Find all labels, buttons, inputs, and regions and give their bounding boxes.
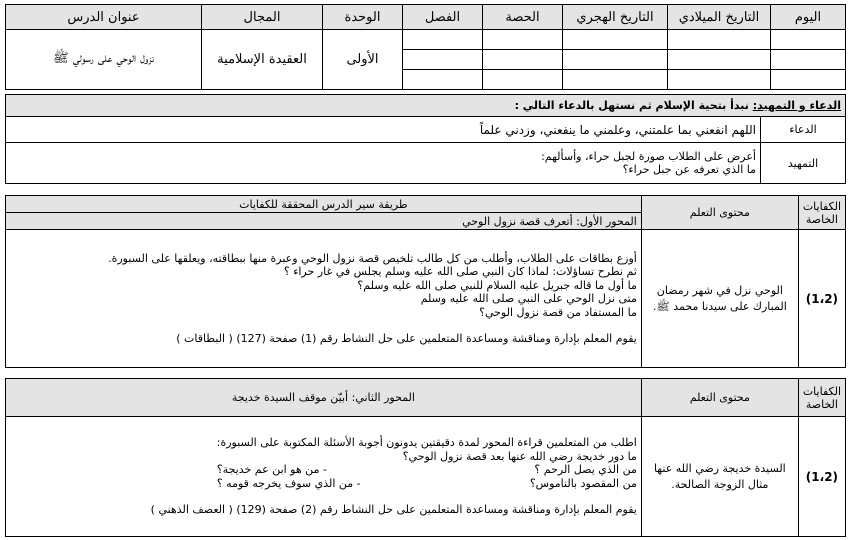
class-cell-3 xyxy=(403,70,483,90)
lesson-title-value: نزول الوحي على رسولي ﷺ xyxy=(6,30,202,90)
col-day: اليوم xyxy=(771,5,846,30)
section2-q-left-1: - من هو ابن عم خديجة؟ xyxy=(216,463,327,477)
col-period: الحصة xyxy=(483,5,563,30)
day-cell-3 xyxy=(771,70,846,90)
unit-value: الأولى xyxy=(323,30,403,90)
section1-body xyxy=(6,230,642,368)
section2-kifaya-num: (1،2) xyxy=(798,417,845,537)
section1-line-5: ما المستفاد من قصة نزول الوحي؟ xyxy=(479,305,637,319)
header-table xyxy=(5,4,846,90)
section2-questions-row-1 xyxy=(217,463,637,477)
col-gregorian-date: التاريخ الميلادي xyxy=(668,5,771,30)
section1-method-title: طريقة سير الدرس المحققة للكفايات xyxy=(6,196,642,213)
domain-value: العقيدة الإسلامية xyxy=(202,30,323,90)
section2-table xyxy=(5,378,846,537)
intro-title-rest: نبدأ بتحية الإسلام ثم نستهل بالدعاء التالي : xyxy=(514,99,753,112)
gdate-cell-3 xyxy=(668,70,771,90)
hdate-cell-3 xyxy=(563,70,668,90)
period-cell-1 xyxy=(483,30,563,50)
section2-line-1: اطلب من المتعلمين قراءة المحور لمدة دقيقتين يدونون أجوبة الأسئلة المكتوبة على السبورة: xyxy=(216,436,637,450)
tamheed-text xyxy=(6,143,761,184)
col-class: الفصل xyxy=(403,5,483,30)
col-domain: المجال xyxy=(202,5,323,30)
section2-axis: المحور الثاني: أبيّن موقف السيدة خديجة xyxy=(6,379,642,417)
section2-q-right-2: من المقصود بالناموس؟ xyxy=(529,476,637,490)
section2-body xyxy=(6,417,642,537)
period-cell-2 xyxy=(483,50,563,70)
tamheed-label: التمهيد xyxy=(761,143,846,184)
section2-footer: يقوم المعلم بإدارة ومناقشة ومساعدة المتعلمين على حل النشاط رقم (2) صفحة (129) ( العصف الذهني ) xyxy=(150,503,637,517)
gdate-cell-2 xyxy=(668,50,771,70)
hdate-cell-1 xyxy=(563,30,668,50)
section2-kifayat-label: الكفايات الخاصة xyxy=(798,379,845,417)
dua-text: اللهم انفعني بما علمتني، وعلمني ما ينفعني، وزدني علماً xyxy=(6,117,761,143)
class-cell-1 xyxy=(403,30,483,50)
section2-q-right-1: من الذي يصل الرحم ؟ xyxy=(534,463,637,477)
tamheed-line-1: أعرض على الطلاب صورة لجبل حراء، وأسألهم: xyxy=(541,149,756,163)
section2-content-label: محتوى التعلم xyxy=(641,379,798,417)
intro-title-bold: الدعاء و التمهيد: xyxy=(752,99,841,112)
day-cell-2 xyxy=(771,50,846,70)
day-cell-1 xyxy=(771,30,846,50)
section1-line-2: ثم نطرح تساؤلات: لماذا كان النبي صلى الله عليه وسلم يجلس في غار حراء ؟ xyxy=(283,265,637,278)
col-hijri-date: التاريخ الهجري xyxy=(563,5,668,30)
section2-content-text: السيدة خديجة رضي الله عنها مثال الزوجة الصالحة. xyxy=(641,417,798,537)
header-row xyxy=(6,5,846,30)
section1-line-1: أوزع بطاقات على الطلاب، وأطلب من كل طالب تلخيص قصة نزول الوحي وعبرة منها ببطاقته، ويعلقها على السبورة. xyxy=(108,251,637,265)
section1-footer: يقوم المعلم بإدارة ومناقشة ومساعدة المتعلمين على حل النشاط رقم (1) صفحة (127) ( البطاقات ) xyxy=(176,332,637,345)
section2-q-left-2: - من الذي سوف يخرجه قومه ؟ xyxy=(216,476,361,490)
section2-questions-row-2 xyxy=(217,477,637,491)
section1-kifayat-label: الكفايات الخاصة xyxy=(798,196,845,230)
section1-axis: المحور الأول: أتعرف قصة نزول الوحي xyxy=(6,213,642,230)
gdate-cell-1 xyxy=(668,30,771,50)
section1-kifaya-num: (1،2) xyxy=(798,230,845,368)
col-lesson-title: عنوان الدرس xyxy=(6,5,202,30)
class-cell-2 xyxy=(403,50,483,70)
section1-line-4: متى نزل الوحي على النبي صلى الله عليه وسلم xyxy=(420,292,637,305)
intro-table xyxy=(5,94,846,184)
section1-content-text: الوحي نزل في شهر رمضان المبارك على سيدنا محمد ﷺ. xyxy=(641,230,798,368)
section1-line-3: ما أول ما قاله جبريل عليه السلام للنبي صلى الله عليه وسلم؟ xyxy=(357,278,637,292)
col-unit: الوحدة xyxy=(323,5,403,30)
section2-line-2: ما دور خديجة رضي الله عنها بعد قصة نزول الوحي؟ xyxy=(402,449,637,463)
dua-label: الدعاء xyxy=(761,117,846,143)
tamheed-line-2: ما الذي تعرفه عن جبل حراء؟ xyxy=(622,163,756,176)
hdate-cell-2 xyxy=(563,50,668,70)
section1-content-label: محتوى التعلم xyxy=(641,196,798,230)
period-cell-3 xyxy=(483,70,563,90)
section1-table xyxy=(5,195,846,368)
intro-title xyxy=(6,95,846,117)
